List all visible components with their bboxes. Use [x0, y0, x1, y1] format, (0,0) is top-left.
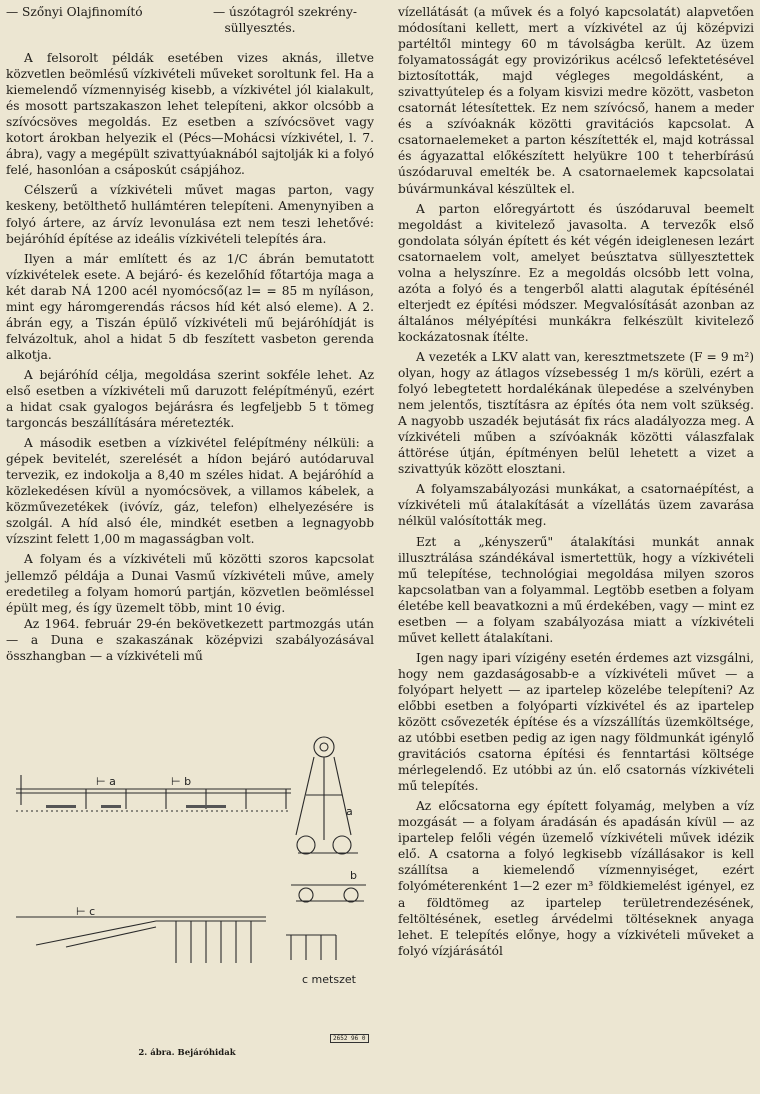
- label-b-left: ⊢ b: [171, 775, 192, 788]
- figure-bridges: [6, 735, 374, 1065]
- crane-wheel: [314, 737, 334, 757]
- label-c-right: c metszet: [302, 973, 356, 986]
- header-right-continuation: süllyesztés.: [224, 21, 296, 35]
- paragraph: Ilyen a már említett és az 1/C ábrán bemutatott vízkivételek esete. A bejáró- és kezelőhíd főtartója maga a két darab NÁ 1200 acél nyomócső(az l= = 85 m nyíláson, mint egy háromgerendás rácsos híd két alsó eleme). A 2. ábrán egy, a Tiszán épülő vízkivételi mű bejáróhídját is felvázoltuk, ahol a hidat 5 db feszített vasbeton gerenda alkotja.: [6, 251, 374, 362]
- paragraph: A folyamszabályozási munkákat, a csatornaépítést, a vízkivételi mű átalakítását a vízellátás üzem zavarása nélkül valósították meg.: [398, 482, 754, 529]
- paragraph: Igen nagy ipari vízigény esetén érdemes azt vizsgálni, hogy nem gazdaságosabb-e a vízkivételi művet — a folyópart helyett — az ipartelep közelébe telepíteni? Az előbbi esetben a folyóparti vízkivétel és az ipartelep között csővezeték építése és a vízszállítás üzemköltsége, az utóbbi esetben pedig az igen nagy földmunkát igénylő gravitációs csatorna építési és fenntartási költsége mérlegelendő. Ez utóbbi az ún. elő csatornás vízkivételi mű telepítés.: [398, 650, 754, 794]
- left-column: [6, 4, 374, 664]
- paragraph: A folyam és a vízkivételi mű közötti szoros kapcsolat jellemző példája a Dunai Vasmű vízkivételi műve, amely eredetileg a folyam homorú partján, közvetlen beömléssel épült meg, és így üzemelt több, mint 10 évig.: [6, 552, 374, 615]
- paragraph: A második esetben a vízkivétel felépítmény nélküli: a gépek bevitelét, szerelését a hídon bejáró autódaruval tervezik, ez indokolja a 8,40 m széles hidat. A bejáróhíd a közlekedésen kívül a nyomócsövek, a villamos kábelek, a közművezetékek (ivóvíz, gáz, telefon) elhelyezésére is szolgál. A híd alsó éle, mindkét esetben a legnagyobb vízszint felett 1,00 m magasságban volt.: [6, 436, 374, 547]
- paragraph: A parton előregyártott és úszódaruval beemelt megoldást a kivitelező javasolta. A tervezők első gondolata sólyán épített és két végén ideiglenesen lezárt csatornaelem volt, amelyet beúsztatva süllyesztettek volna a helyszínre. Ez a megoldás olcsóbb lett volna, azóta a folyó és a tengerből alatti alagutak építésénél elterjedt ez építési módszer. Megvalósítását azonban az általános mélyépítési munkákra felkészült kivitelező kockázatosnak ítélte.: [398, 201, 754, 344]
- figure-code: 2652 96 0: [330, 1034, 369, 1043]
- paragraph: vízellátását (a művek és a folyó kapcsolatát) alapvetően módosítani kellett, mert a vízkivétel az új középvizi partéltől mintegy 60 m távolságba került. Az üzem folyamatosságát egy provizórikus acélcső lefektetésével biztosították, majd végleges megoldásként, a szivattyútelep és a folyam kisvizi medre között, vasbeton csatornát létesítettek. Ez nem szívócső, hanem a meder és a szívóaknák közötti gravitációs kapcsolat. A csatornaelemeket a parton készítették el, majd kotrással és ágyazattal előkészített helyükre 100 t teherbírású úszódaruval emelték be. A csatornaelemek kapcsolatai búvármunkával készültek el.: [398, 5, 754, 196]
- label-b-right: b: [350, 869, 357, 882]
- header-right: — úszótagról szekrény-: [213, 5, 357, 19]
- paragraph: Az 1964. február 29-én bekövetkezett partmozgás után — a Duna e szakaszának középvizi szabályozásával összhangban — a vízkivételi mű: [6, 616, 374, 663]
- paragraph: Ezt a „kényszerű" átalakítási munkát annak illusztrálása szándékával ismertettük, hogy a vízkivételi mű telepítése, technológiai megoldása milyen szoros kapcsolatban van a folyammal. Legtöbb esetben a folyam életébe kell beavatkozni a mű érdekében, vagy — mint ez esetben — a folyam szabályozása miatt a vízkivételi művet kellett átalakítani.: [398, 534, 754, 645]
- paragraph: A vezeték a LKV alatt van, keresztmetszete (F = 9 m²) olyan, hogy az átlagos vízsebesség 1 m/s körüli, ezért a folyó lebegtetett hordalékának ülepedése a szelvényben nem jelentős, tisztításra az építés óta nem volt szükség. A nagyobb uszadék bejutását fix rács aladályozza meg. A vízkivételi műben a szívóaknák közötti válaszfalak áttörése útján, építményen belül lehetett a vizet a szivattyúk között elosztani.: [398, 349, 754, 477]
- section-header: [6, 4, 374, 20]
- paragraph: Az előcsatorna egy épített folyamág, melyben a víz mozgását — a folyam áradásán és apadásán kívül — az ipartelep felőli végén üzemelő vízkivételi művek idézik elő. A csatorna a folyó legkisebb vízállásakor is kell szállítsa a kiemelendő vízmennyiséget, ezért folyóméterenként 1—2 ezer m³ földkiemelést igényel, ez a földtömeg az ipartelep területrendezésének, feltöltésének, esetleg árvédelmi töltéseknek anyaga lehet. E telepítés előnye, hogy a vízkivételi műveket a folyó vízjárásától: [398, 799, 754, 958]
- right-column: [398, 4, 754, 959]
- label-a-right: a: [346, 805, 353, 818]
- label-a-left: ⊢ a: [96, 775, 116, 788]
- paragraph: A felsorolt példák esetében vizes aknás, illetve közvetlen beömlésű vízkivételi műveket soroltunk fel. Ha a kiemelendő vízmennyiség kisebb, a vízkivétel jól kialakult, és mosott partszakaszon lehet telepíteni, akkor olcsóbb a szívócsöves megoldás. Ez esetben a szívócsövet vagy kotort árokban helyezik el (Pécs—Mohácsi vízkivétel, l. 7. ábra), vagy a megépült szivattyúaknából sajtolják ki a folyó felé, hasonlóan a csáposkút csápjához.: [6, 51, 374, 178]
- figure-caption: 2. ábra. Bejáróhidak: [138, 1048, 236, 1058]
- label-c-left: ⊢ c: [76, 905, 96, 918]
- paragraph: Célszerű a vízkivételi művet magas parton, vagy keskeny, betölthető hullámtéren telepíteni. Amenynyiben a folyó ártere, az árvíz levonulása ezt nem teszi lehetővé: bejáróhíd építése az ideális vízkivételi telepítés ára.: [6, 183, 374, 246]
- paragraph: A bejáróhíd célja, megoldása szerint sokféle lehet. Az első esetben a vízkivételi mű daruzott felépítményű, ezért a hidat csak gyalogos bejárásra és legfeljebb 5 t tömeg targoncás beszállítására méretezték.: [6, 367, 374, 431]
- header-left: — Szőnyi Olajfinomító: [6, 5, 143, 19]
